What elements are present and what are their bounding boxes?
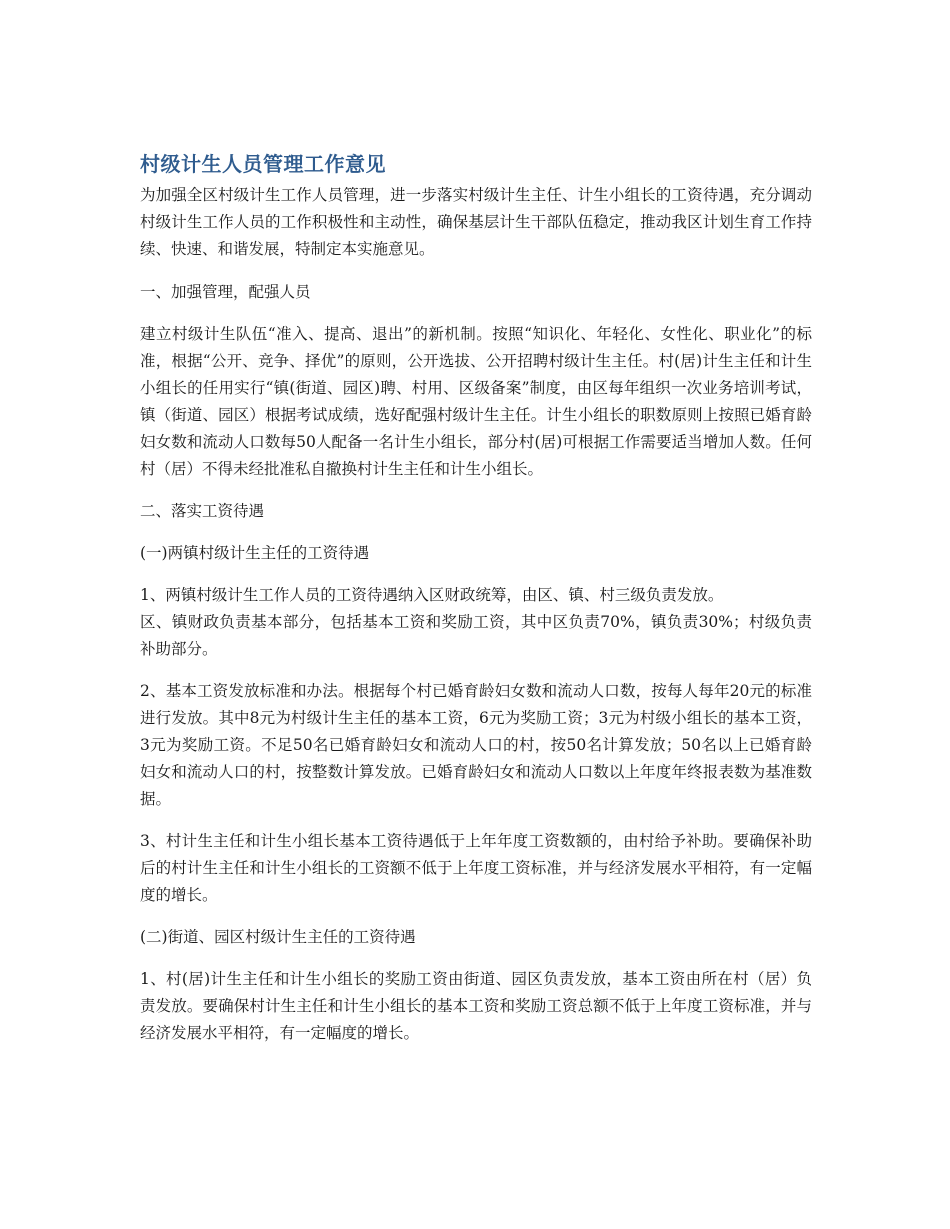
subsection-2-heading: (二)街道、园区村级计生主任的工资待遇	[140, 928, 416, 946]
subsection-1-item-1	[140, 582, 812, 663]
subsection-1-item-2: 2、基本工资发放标准和办法。根据每个村已婚育龄妇女数和流动人口数，按每人每年20元的标准进行发放。其中8元为村级计生主任的基本工资，6元为奖励工资；3元为村级小组长的基本工资，3元为奖励工资。不足50名已婚育龄妇女和流动人口的村，按50名计算发放；50名以上已婚育龄妇女和流动人口的村，按整数计算发放。已婚育龄妇女和流动人口数以上年度年终报表数为基准数据。	[140, 682, 812, 808]
section-2-heading: 二、落实工资待遇	[140, 502, 265, 520]
document-title: 村级计生人员管理工作意见	[140, 152, 386, 176]
document-page	[140, 150, 812, 1062]
subsection-1-item-3: 3、村计生主任和计生小组长基本工资待遇低于上年年度工资数额的，由村给予补助。要确保补助后的村计生主任和计生小组长的工资额不低于上年度工资标准，并与经济发展水平相符，有一定幅度的增长。	[140, 832, 812, 904]
intro-paragraph: 为加强全区村级计生工作人员管理，进一步落实村级计生主任、计生小组长的工资待遇，充分调动村级计生工作人员的工作积极性和主动性，确保基层计生干部队伍稳定，推动我区计划生育工作持续、快速、和谐发展，特制定本实施意见。	[140, 186, 812, 258]
section-1-heading: 一、加强管理，配强人员	[140, 283, 311, 301]
subsection-2-item-1: 1、村(居)计生主任和计生小组长的奖励工资由街道、园区负责发放，基本工资由所在村（居）负责发放。要确保村计生主任和计生小组长的基本工资和奖励工资总额不低于上年度工资标准，并与经济发展水平相符，有一定幅度的增长。	[140, 970, 812, 1042]
subsection-1-item-1-line-2: 区、镇财政负责基本部分，包括基本工资和奖励工资，其中区负责70%，镇负责30%；村级负责补助部分。	[140, 613, 812, 658]
subsection-1-item-1-line-1: 1、两镇村级计生工作人员的工资待遇纳入区财政统筹，由区、镇、村三级负责发放。	[140, 586, 724, 604]
section-1-body: 建立村级计生队伍“准入、提高、退出”的新机制。按照“知识化、年轻化、女性化、职业化”的标准，根据“公开、竞争、择优”的原则，公开选拔、公开招聘村级计生主任。村(居)计生主任和计生小组长的任用实行“镇(街道、园区)聘、村用、区级备案”制度，由区每年组织一次业务培训考试，镇（街道、园区）根据考试成绩，选好配强村级计生主任。计生小组长的职数原则上按照已婚育龄妇女数和流动人口数每50人配备一名计生小组长，部分村(居)可根据工作需要适当增加人数。任何村（居）不得未经批准私自撤换村计生主任和计生小组长。	[140, 325, 812, 478]
subsection-1-heading: (一)两镇村级计生主任的工资待遇	[140, 544, 370, 562]
